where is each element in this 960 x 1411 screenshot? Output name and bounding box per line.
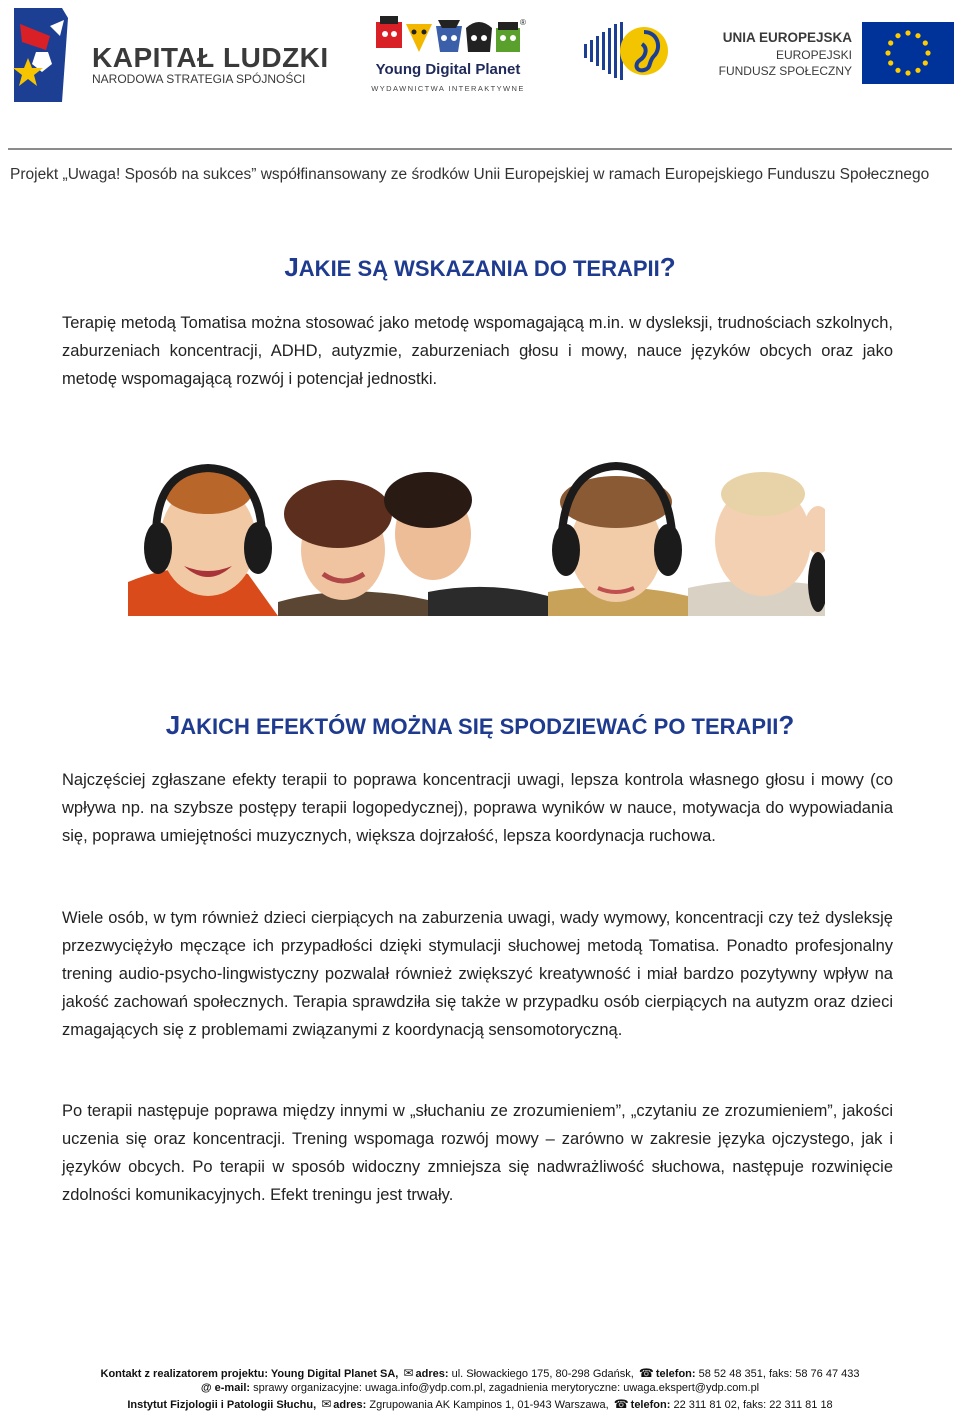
registered-mark: ® [520,18,526,27]
ydp-characters-icon [358,14,536,62]
heading-effects-initial: J [165,710,181,740]
kapital-ludzki-subtitle: NARODOWA STRATEGIA SPÓJNOŚCI [92,72,306,86]
children-headphones-image [128,462,825,616]
footer-institute-address-label: adres: [333,1399,367,1411]
footer-line-1 [0,1366,960,1380]
kapital-ludzki-title: KAPITAŁ LUDZKI [92,42,329,73]
heading-indications-text: AKIE SĄ WSKAZANIA DO TERAPII [298,256,660,281]
heading-indications-initial: J [284,252,299,282]
footer-institute-address: Zgrupowania AK Kampinos 1, 01-943 Warszawa, [369,1399,609,1411]
footer-address-label: adres: [415,1368,449,1380]
footer-emails[interactable]: sprawy organizacyjne: uwaga.info@ydp.com.pl, zagadnienia merytoryczne: uwaga.ekspert@ydp.com.pl [253,1382,760,1394]
envelope-icon: ✉ [403,1366,414,1380]
footer-phone: 58 52 48 351, faks: 58 76 47 433 [698,1368,860,1380]
envelope-icon: ✉ [321,1397,332,1411]
phone-icon: ☎ [613,1397,629,1411]
footer-institute-label: Instytut Fizjologii i Patologii Słuchu, [127,1399,317,1411]
heading-indications-question: ? [659,252,676,282]
ydp-subtitle: WYDAWNICTWA INTERAKTYWNE [371,84,525,93]
ydp-name: Young Digital Planet [375,61,521,78]
eu-line1: UNIA EUROPEJSKA [722,30,852,45]
eu-logo [718,22,954,86]
footer-institute-phone-label: telefon: [630,1399,671,1411]
indications-paragraph: Terapię metodą Tomatisa można stosować jako metodę wspomagającą m.in. w dysleksji, trudnościach szkolnych, zaburzeniach koncentracji, ADHD, autyzmie, zaburzeniach głosu i mowy, nauce języków obcych oraz jako metodę wspomagającą rozwój i potencjał jednostki. [62,314,893,388]
young-digital-planet-logo [358,14,536,94]
footer-email-label: @ e-mail: [200,1382,251,1394]
phone-icon: ☎ [638,1366,654,1380]
therapy-photo [128,462,825,616]
project-banner: Projekt „Uwaga! Sposób na sukces” współfinansowany ze środków Unii Europejskiej w ramach Europejskiego Funduszu Społecznego [10,166,930,183]
footer-line-2 [0,1382,960,1394]
heading-indications [0,252,960,283]
header-divider [8,148,952,150]
heading-effects-question: ? [778,710,795,740]
effects-paragraph-1: Najczęściej zgłaszane efekty terapii to poprawa koncentracji uwagi, lepsza kontrola własnego głosu i mowy (co wpływa np. na szybsze postępy terapii logopedycznej), poprawa wyników w nauce, motywacja do wypowiadania się, poprawa umiejętności muzycznych, większa dojrzałość, lepsza koordynacja ruchowa. [62,771,893,845]
institute-logo [582,18,672,84]
eu-flag-icon [862,22,954,84]
footer-address: ul. Słowackiego 175, 80-298 Gdańsk, [451,1368,634,1380]
kapital-ludzki-logo [6,6,329,102]
heading-effects-text: AKICH EFEKTÓW MOŻNA SIĘ SPODZIEWAĆ PO TERAPII [180,714,779,739]
effects-paragraph-2: Wiele osób, w tym również dzieci cierpiących na zaburzenia uwagi, wady wymowy, koncentracji czy też dysleksję przezwyciężyło męczące ich przypadłości dzięki stymulacji słuchowej metodą Tomatisa. Ponadto profesjonalny trening audio-psycho-lingwistyczny pozwalał również zwiększyć kreatywność i miał bardzo pozytywny wpływ na jakość zachowań społecznych. Terapia sprawdziła się także w przypadku osób cierpiących na autyzm oraz dzieci zmagających się z problemami związanymi z koordynacją sensomotoryczną. [62,909,893,1039]
footer-line-3 [0,1397,960,1411]
footer-phone-label: telefon: [655,1368,696,1380]
footer-institute-phone: 22 311 81 02, faks: 22 311 81 18 [673,1399,833,1411]
footer-contact-label: Kontakt z realizatorem projektu: Young Digital Planet SA, [100,1368,399,1380]
institute-ear-icon [582,18,672,84]
eu-line3: FUNDUSZ SPOŁECZNY [718,64,852,78]
heading-effects [0,710,960,741]
effects-paragraph-3: Po terapii następuje poprawa między innymi w „słuchaniu ze zrozumieniem”, „czytaniu ze zrozumieniem”, jakości uczenia się oraz koncentracji. Trening wspomaga rozwój mowy – zarówno w zakresie języka ojczystego, jak i języków obcych. Po terapii w sposób widoczny zmniejsza się nadwrażliwość słuchowa, następuje rozwinięcie zdolności komunikacyjnych. Efekt treningu jest trwały. [62,1102,893,1204]
kapital-ludzki-emblem-icon [6,6,86,102]
eu-line2: EUROPEJSKI [775,48,852,62]
